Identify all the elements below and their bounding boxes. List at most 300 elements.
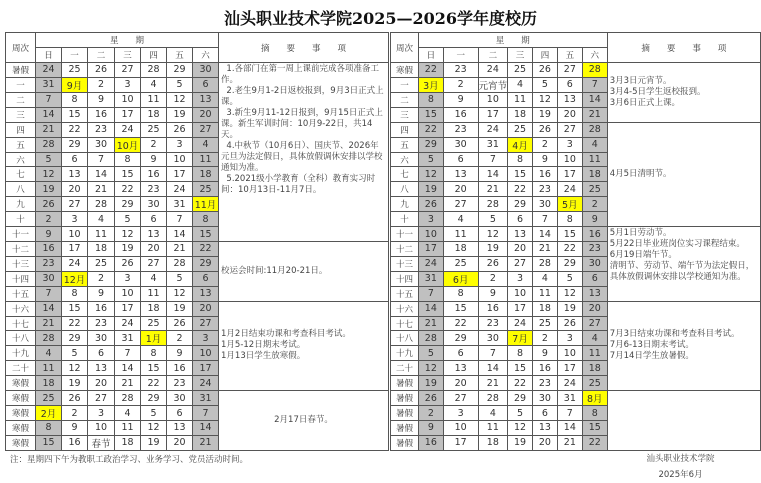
day-cell: 15 [193,227,219,242]
day-cell: 27 [557,122,582,137]
day-cell: 9 [88,92,115,107]
day-cell: 11 [36,361,62,376]
note-line: 1月5-12日期末考试。 [221,340,306,351]
day-cell: 4 [88,212,115,227]
day-cell: 25 [508,63,533,78]
day-cell: 30 [167,391,193,406]
day-cell: 3 [418,212,443,227]
note-line: 5.2021级小学教育（全科）教育实习时间：10月13日-11月7日。 [221,174,376,195]
week-label: 八 [6,182,36,197]
day-cell: 5 [418,152,443,167]
day-cell: 30 [582,256,607,271]
day-cell: 5 [167,77,193,92]
day-cell: 8 [62,92,88,107]
day-cell: 7 [193,406,219,421]
day-cell: 24 [115,316,141,331]
day-cell: 5 [36,152,62,167]
day-cell: 13 [62,167,88,182]
day-cell: 29 [141,391,167,406]
day-cell: 17 [478,107,508,122]
day-cell: 2 [418,406,443,421]
day-cell: 20 [167,435,193,450]
week-label: 暑假 [6,63,36,78]
day-cell: 23 [478,316,508,331]
day-cell: 29 [508,391,533,406]
day-cell: 4 [193,137,219,152]
day-cell: 18 [141,107,167,122]
day-cell: 12 [167,92,193,107]
day-cell: 20 [141,242,167,257]
day-cell: 29 [62,137,88,152]
day-cell: 2 [478,271,508,286]
day-cell: 28 [88,197,115,212]
day-cell: 3 [443,406,478,421]
month-start-cell: 28 [582,63,607,78]
day-cell: 10 [418,227,443,242]
header-row [6,33,389,48]
day-cell: 4 [141,77,167,92]
day-cell: 21 [478,182,508,197]
day-cell: 30 [443,137,478,152]
week-row [391,391,761,406]
week-label: 暑假 [391,376,419,391]
month-start-cell: 10月 [115,137,141,152]
week-label: 暑假 [391,391,419,406]
weekday-header: 五 [557,48,582,63]
day-cell: 23 [533,182,558,197]
notes-header: 摘 要 事 项 [219,33,389,63]
header-row [391,33,761,48]
day-cell: 2 [167,331,193,346]
day-cell: 24 [508,316,533,331]
week-label: 九 [6,197,36,212]
day-cell: 15 [62,301,88,316]
day-cell: 29 [167,63,193,78]
day-cell: 25 [62,63,88,78]
day-cell: 11 [533,286,558,301]
note-line: 2月17日春节。 [274,415,333,426]
day-cell: 13 [508,227,533,242]
week-label: 六 [391,152,419,167]
day-cell: 24 [557,376,582,391]
week-row [391,301,761,316]
school-name: 汕头职业技术学院 [646,454,715,464]
day-cell: 28 [478,197,508,212]
day-cell: 25 [443,256,478,271]
day-cell: 14 [36,107,62,122]
day-cell: 15 [36,435,62,450]
day-cell: 25 [582,182,607,197]
notes-cell [219,63,389,242]
weekday-header: 六 [582,48,607,63]
day-cell: 24 [478,63,508,78]
day-cell: 24 [115,122,141,137]
day-cell: 10 [115,286,141,301]
month-start-cell: 9月 [62,77,88,92]
day-cell: 18 [582,361,607,376]
day-cell: 2 [62,406,88,421]
week-header: 周次 [6,33,36,63]
day-cell: 4 [478,406,508,421]
day-cell: 26 [36,197,62,212]
day-cell: 17 [62,242,88,257]
day-cell: 4 [443,212,478,227]
day-cell: 15 [508,167,533,182]
month-start-cell: 8月 [582,391,607,406]
day-cell: 22 [193,242,219,257]
note-line: 7月3日结束功课和考查科目考试。 [609,329,740,340]
day-cell: 12 [36,167,62,182]
day-cell: 19 [557,301,582,316]
note-line: 7月14日学生放暑假。 [609,351,694,362]
week-label: 五 [6,137,36,152]
note-line: 4.中秋节（10月6日）、国庆节、2026年元旦为法定假日，具体放假调休安排以学校通知为准。 [221,141,383,173]
weekday-header: 三 [115,48,141,63]
notes-cell [607,227,760,302]
day-cell: 28 [533,256,558,271]
day-cell: 26 [533,63,558,78]
day-cell: 27 [193,316,219,331]
day-cell: 22 [557,242,582,257]
day-cell: 14 [36,301,62,316]
day-cell: 10 [115,92,141,107]
day-cell: 27 [88,391,115,406]
day-cell: 31 [557,391,582,406]
day-cell: 14 [582,92,607,107]
month-start-cell: 11月 [193,197,219,212]
day-cell: 16 [533,361,558,376]
day-cell: 27 [582,316,607,331]
day-cell: 18 [508,107,533,122]
note-line: 3月4-5日学生返校报到。 [609,86,706,97]
day-cell: 7 [478,346,508,361]
day-cell: 28 [418,331,443,346]
day-cell: 18 [443,242,478,257]
week-label: 十三 [6,256,36,271]
week-label: 十五 [391,286,419,301]
day-cell: 28 [167,256,193,271]
week-label: 七 [391,167,419,182]
notes-cell [219,391,389,451]
day-cell: 18 [193,167,219,182]
day-cell: 19 [478,242,508,257]
day-cell: 23 [443,63,478,78]
day-cell: 13 [193,92,219,107]
day-cell: 14 [193,421,219,436]
day-cell: 18 [141,301,167,316]
day-cell: 11 [141,286,167,301]
day-cell: 30 [141,197,167,212]
day-cell: 11 [193,152,219,167]
day-cell: 31 [36,77,62,92]
day-cell: 26 [62,391,88,406]
day-cell: 29 [62,331,88,346]
week-label: 寒假 [6,406,36,421]
day-cell: 22 [508,182,533,197]
day-cell: 12 [508,421,533,436]
day-cell: 20 [443,376,478,391]
day-cell: 7 [533,212,558,227]
day-cell: 20 [508,242,533,257]
day-cell: 2 [88,77,115,92]
day-cell: 6 [193,271,219,286]
day-cell: 17 [557,167,582,182]
day-cell: 22 [418,122,443,137]
week-label: 十九 [6,346,36,361]
day-cell: 15 [115,167,141,182]
day-cell: 21 [36,122,62,137]
day-cell: 15 [508,361,533,376]
week-label: 三 [391,107,419,122]
day-cell: 12 [62,361,88,376]
notes-cell [607,63,760,123]
note-line: 清明节、劳动节、端午节为法定假日，具体放假调休安排以学校通知为准。 [609,261,755,283]
day-cell: 31 [418,271,443,286]
day-cell: 24 [193,376,219,391]
week-label: 二 [391,92,419,107]
day-cell: 18 [582,167,607,182]
day-cell: 25 [141,316,167,331]
day-cell: 9 [533,152,558,167]
notes-cell [607,122,760,226]
week-label: 十九 [391,346,419,361]
month-start-cell: 6月 [443,271,478,286]
day-cell: 12 [115,227,141,242]
day-cell: 26 [557,316,582,331]
day-cell: 19 [167,301,193,316]
weekday-header: 日 [418,48,443,63]
day-cell: 2 [443,77,478,92]
day-cell: 9 [88,286,115,301]
week-label: 十一 [391,227,419,242]
day-cell: 30 [478,331,508,346]
week-label: 十七 [6,316,36,331]
day-cell: 16 [533,167,558,182]
day-cell: 22 [508,376,533,391]
day-cell: 3 [557,331,582,346]
day-cell: 9 [478,286,508,301]
week-row [6,242,389,257]
month-start-cell: 3月 [418,77,443,92]
day-cell: 14 [115,361,141,376]
week-label: 寒假 [6,421,36,436]
week-label: 一 [391,77,419,92]
day-cell: 7 [167,212,193,227]
month-start-cell: 1月 [141,331,167,346]
week-row [6,63,389,78]
day-cell: 6 [62,152,88,167]
day-cell: 12 [418,167,443,182]
day-cell: 5 [62,346,88,361]
day-cell: 9 [62,421,88,436]
day-cell: 13 [141,227,167,242]
day-cell: 8 [418,92,443,107]
day-cell: 14 [88,167,115,182]
weekday-header: 四 [141,48,167,63]
day-cell: 19 [141,435,167,450]
day-cell: 26 [167,122,193,137]
day-cell: 26 [167,316,193,331]
day-cell: 20 [557,107,582,122]
month-start-cell: 4月 [508,137,533,152]
day-cell: 25 [582,376,607,391]
day-cell: 6 [508,212,533,227]
day-cell: 29 [418,137,443,152]
week-label: 寒假 [6,376,36,391]
calendar-table-semester-1 [5,32,389,451]
day-cell: 3 [88,406,115,421]
week-label: 寒假 [6,435,36,450]
day-cell: 8 [36,421,62,436]
day-cell: 7 [478,152,508,167]
week-label: 十二 [6,242,36,257]
note-line: 6月19日端午节。 [609,250,677,261]
calendar-table-semester-2 [390,32,761,451]
day-cell: 4 [141,271,167,286]
day-cell: 15 [557,227,582,242]
day-cell: 30 [88,331,115,346]
day-cell: 23 [36,256,62,271]
day-cell: 23 [88,122,115,137]
week-label: 寒假 [6,391,36,406]
day-cell: 13 [88,361,115,376]
day-cell: 17 [167,167,193,182]
day-cell: 29 [193,256,219,271]
day-cell: 20 [443,182,478,197]
day-cell: 28 [582,122,607,137]
day-cell: 23 [141,182,167,197]
day-cell: 5 [533,77,558,92]
day-cell: 21 [36,316,62,331]
day-cell: 21 [418,316,443,331]
issue-date: 2025年6月 [658,470,703,480]
day-cell: 15 [141,361,167,376]
weekday-header: 二 [88,48,115,63]
week-label: 十三 [391,256,419,271]
day-cell: 26 [115,256,141,271]
day-cell: 21 [478,376,508,391]
day-cell: 30 [88,137,115,152]
week-label: 暑假 [391,435,419,450]
day-cell: 26 [418,197,443,212]
day-cell: 8 [115,152,141,167]
week-label: 十 [6,212,36,227]
week-label: 二 [6,92,36,107]
weekday-group-header: 星 期 [36,33,219,48]
day-cell: 9 [167,346,193,361]
note-line: 3.新生9月11-12日报到，9月15日正式上课。新生军训时间：10月9-22日，共14天。 [221,108,383,140]
day-cell: 5 [508,406,533,421]
day-cell: 25 [533,316,558,331]
day-cell: 17 [443,435,478,450]
day-cell: 4 [533,271,558,286]
day-cell: 29 [115,197,141,212]
day-cell: 14 [167,227,193,242]
day-cell: 23 [443,122,478,137]
day-cell: 22 [115,182,141,197]
day-cell: 24 [557,182,582,197]
day-cell: 19 [62,376,88,391]
day-cell: 19 [36,182,62,197]
day-cell: 7 [36,286,62,301]
day-cell: 7 [557,406,582,421]
day-cell: 24 [62,256,88,271]
day-cell: 14 [418,301,443,316]
notes-header: 摘 要 事 项 [607,33,760,63]
day-cell: 3 [557,137,582,152]
day-cell: 23 [167,376,193,391]
day-cell: 12 [167,286,193,301]
day-cell: 29 [443,331,478,346]
day-cell: 4 [582,137,607,152]
day-cell: 15 [62,107,88,122]
day-cell: 27 [115,63,141,78]
day-cell: 3 [115,77,141,92]
day-cell: 2 [36,212,62,227]
day-cell: 11 [88,227,115,242]
day-cell: 26 [533,122,558,137]
day-cell: 21 [533,242,558,257]
day-cell: 6 [557,77,582,92]
day-cell: 20 [533,435,558,450]
note-line: 1.各部门在第一周上课前完成各项准备工作。 [221,64,380,85]
week-label: 九 [391,197,419,212]
day-cell: 8 [62,286,88,301]
day-cell: 11 [115,421,141,436]
day-cell: 20 [62,182,88,197]
day-cell: 6 [443,152,478,167]
week-label: 八 [391,182,419,197]
day-cell: 22 [418,63,443,78]
day-cell: 18 [88,242,115,257]
day-cell: 24 [36,63,62,78]
day-cell: 25 [88,256,115,271]
day-cell: 27 [62,197,88,212]
day-cell: 31 [478,137,508,152]
note-line: 2.老生9月1-2日返校报到，9月3日正式上课。 [221,86,384,107]
day-cell: 25 [508,122,533,137]
day-cell: 4 [508,77,533,92]
day-cell: 2 [533,331,558,346]
day-cell: 26 [478,256,508,271]
day-cell: 6 [533,406,558,421]
day-cell: 3 [62,212,88,227]
week-label: 十八 [391,331,419,346]
day-cell: 15 [582,421,607,436]
week-row [391,227,761,242]
day-cell: 2 [141,137,167,152]
day-cell: 21 [557,435,582,450]
day-cell: 5 [418,346,443,361]
day-cell: 27 [557,63,582,78]
week-label: 三 [6,107,36,122]
day-cell: 11 [478,421,508,436]
day-cell: 16 [62,435,88,450]
day-cell: 31 [193,391,219,406]
day-cell: 20 [88,376,115,391]
week-label: 十一 [6,227,36,242]
note-line: 1月2日结束功课和考查科目考试。 [221,329,351,340]
day-cell: 12 [533,92,558,107]
weekday-header: 五 [167,48,193,63]
week-label: 十六 [391,301,419,316]
day-cell: 16 [88,107,115,122]
day-cell: 12 [478,227,508,242]
day-cell: 12 [418,361,443,376]
day-cell: 4 [36,346,62,361]
day-cell: 11 [582,346,607,361]
day-cell: 8 [141,346,167,361]
